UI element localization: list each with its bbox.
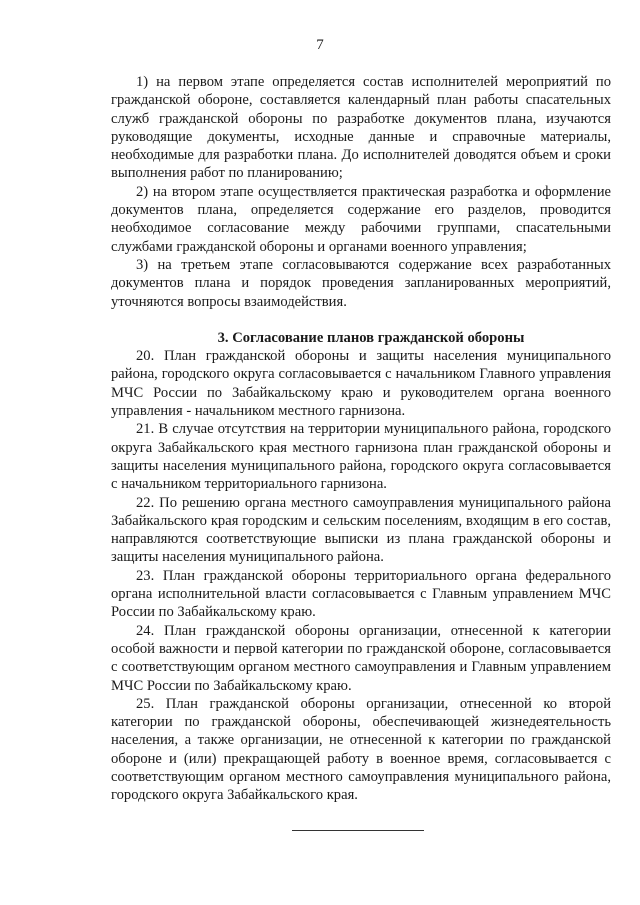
clause-24-paragraph: 24. План гражданской обороны организации, отнесенной к категории особой важности и первой категории по гражданской обороне, согласовывается с соответствующим органом местного самоуправления и Главным управлением МЧС России по Забайкальскому краю. <box>111 622 611 694</box>
clause-23-paragraph: 23. План гражданской обороны территориального органа федерального органа исполнительной власти согласовывается с Главным управлением МЧС России по Забайкальскому краю. <box>111 567 611 621</box>
stage-3-paragraph: 3) на третьем этапе согласовываются содержание всех разработанных документов плана и порядок проведения запланированных мероприятий, уточняются вопросы взаимодействия. <box>111 256 611 310</box>
stage-1-paragraph: 1) на первом этапе определяется состав исполнителей мероприятий по гражданской обороне, составляется календарный план работы спасательных служб гражданской обороны по разработке документов плана, изучаются руководящие документы, исходные данные и справочные материалы, необходимые для разработки плана. До исполнителей доводятся объем и сроки выполнения работ по планированию; <box>111 74 611 182</box>
clause-22-paragraph: 22. По решению органа местного самоуправления муниципального района Забайкальского края городским и сельским поселениям, входящим в его состав, направляются соответствующие выписки из плана гражданской обороны и защиты населения муниципального района. <box>111 494 611 566</box>
clause-21-paragraph: 21. В случае отсутствия на территории муниципального района, городского округа Забайкальского края местного гарнизона план гражданской обороны и защиты населения муниципального района, городского округа согласовывается с начальником территориального гарнизона. <box>111 421 611 493</box>
clause-25-paragraph: 25. План гражданской обороны организации, отнесенной ко второй категории по гражданской обороны, обеспечивающей жизнедеятельность населения, а также организации, не отнесенной к категории по гражданской обороне и (или) прекращающей работу в военное время, согласовывается с соответствующим органом местного самоуправления муниципального района, городского округа Забайкальского края. <box>111 695 611 804</box>
section-heading: 3. Согласование планов гражданской обороны <box>217 329 525 346</box>
page-number: 7 <box>316 37 324 53</box>
document-body <box>111 73 611 805</box>
stage-2-paragraph: 2) на втором этапе осуществляется практическая разработка и оформление документов плана, определяется содержание его разделов, проводится необходимое согласование между рабочими группами, спасательными службами гражданской обороны и органами военного управления; <box>111 183 611 255</box>
end-separator-line <box>292 830 424 831</box>
clause-20-paragraph: 20. План гражданской обороны и защиты населения муниципального района, городского округа согласовывается с начальником Главного управления МЧС России по Забайкальскому краю и руководителем органа военного управления - начальником местного гарнизона. <box>111 348 611 420</box>
